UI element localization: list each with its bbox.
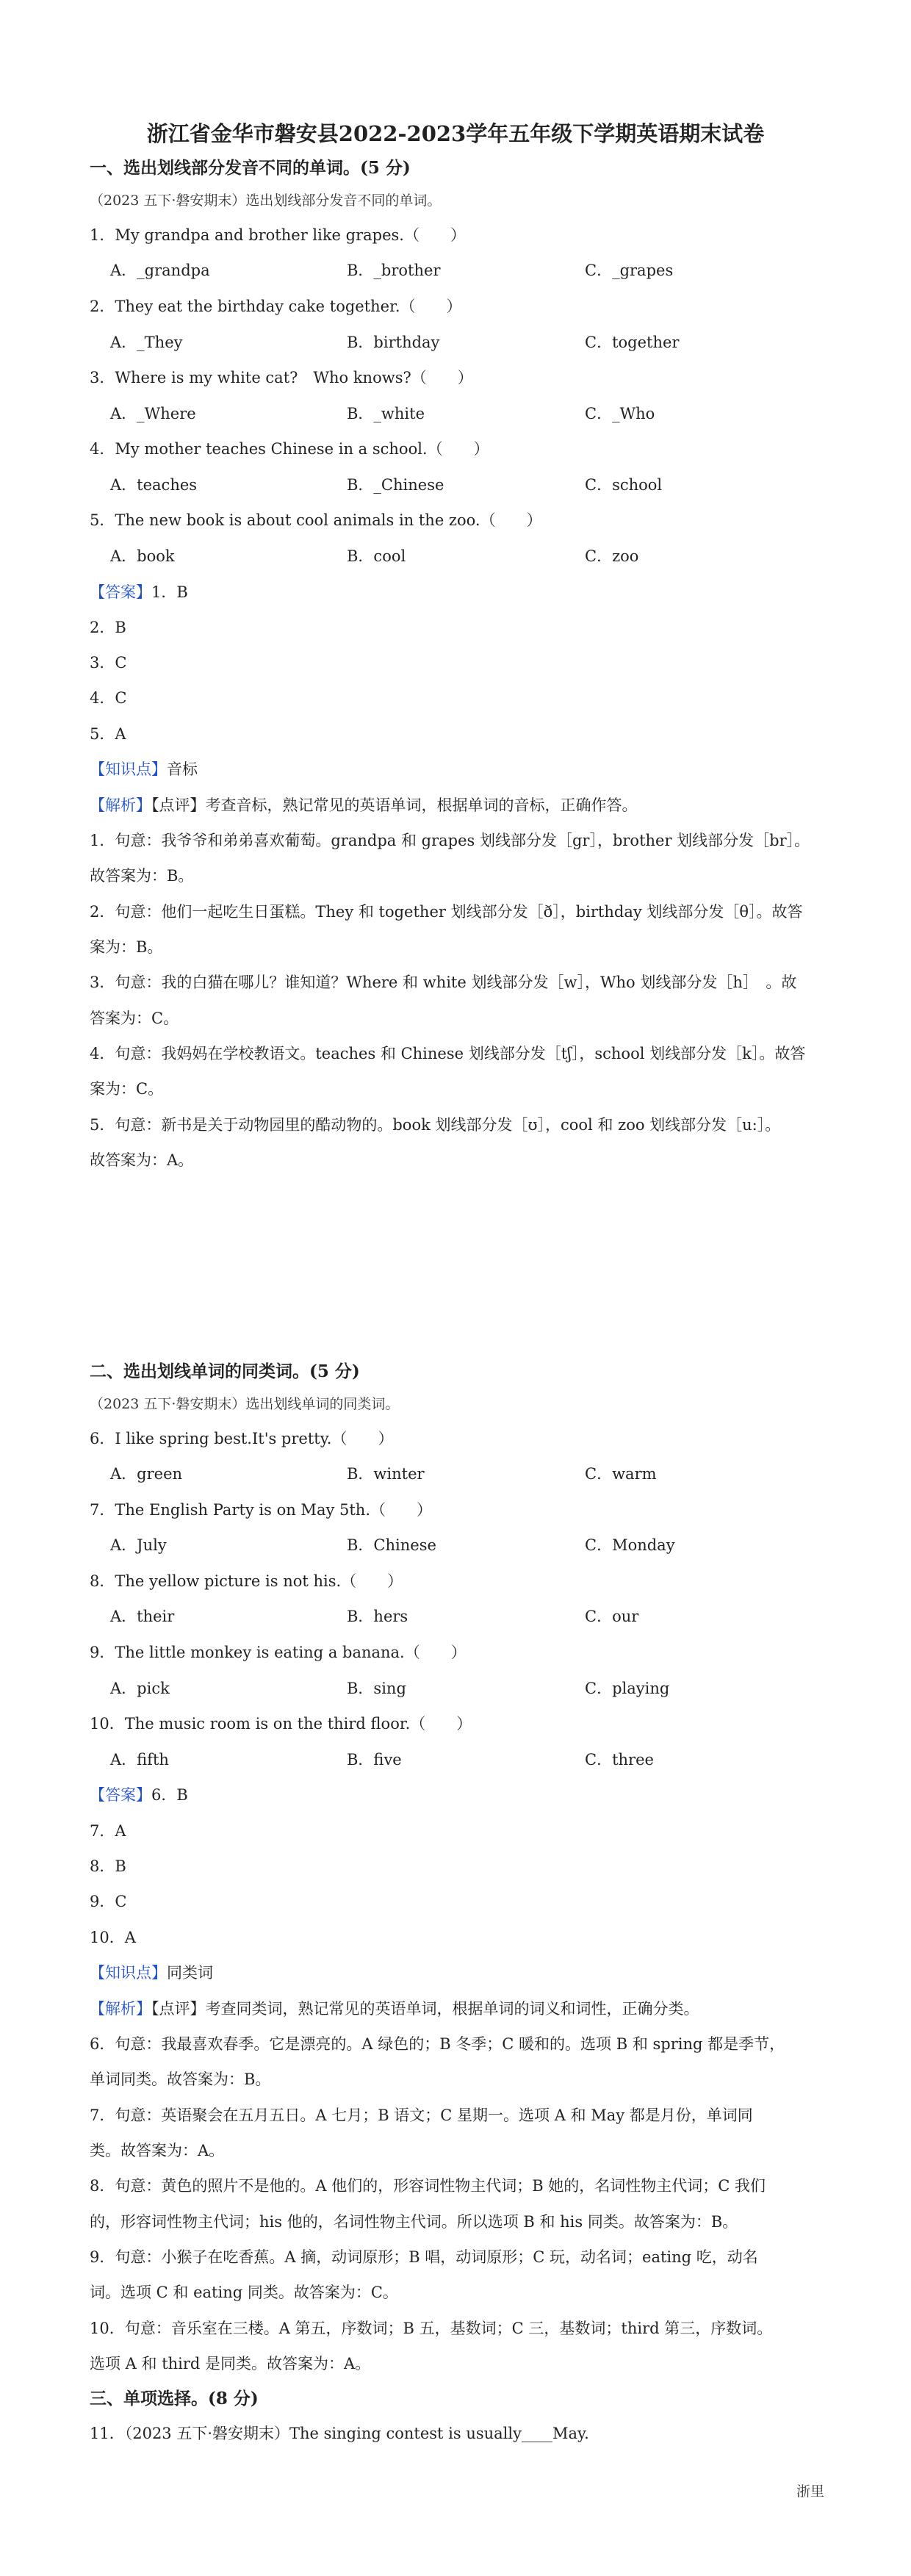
analysis-text: 8．句意：黄色的照片不是他的。A 他们的，形容词性物主代词；B 她的，名词性物主代词；C 我们 [90,2177,766,2195]
option-b: B．_Chinese [347,476,444,494]
page-title: 浙江省金华市磐安县2022-2023学年五年级下学期英语期末试卷 [146,121,765,146]
answer-value: 1．B [151,583,188,601]
option-c: C．playing [585,1680,670,1697]
option-b: B．_brother [347,262,441,279]
option-a: A．July [110,1536,167,1554]
question-8: 8．The yellow picture is not his.（ ） [90,1572,403,1590]
option-a: A．teaches [110,476,198,494]
analysis-text: 选项 A 和 third 是同类。故答案为：A。 [90,2355,371,2372]
knowledge-tag: 【知识点】 [90,1964,167,1982]
option-a: A．fifth [110,1751,169,1769]
analysis-text: 单词同类。故答案为：B。 [90,2070,271,2088]
analysis-text: 7．句意：英语聚会在五月五日。A 七月；B 语文；C 星期一。选项 A 和 May 都是月份，单词同 [90,2107,753,2124]
knowledge-value: 音标 [167,760,198,778]
answer-line [90,1784,845,1806]
analysis-text: 故答案为：A。 [90,1151,194,1169]
question-11: 11．（2023 五下·磐安期末）The singing contest is usually____May. [90,2425,589,2442]
question-4: 4．My mother teaches Chinese in a school.（ ） [90,440,489,458]
answer-tag: 【答案】 [90,1786,151,1804]
analysis-text: 故答案为：B。 [90,867,194,885]
answer-value: 4．C [90,689,127,707]
analysis-text: 的，形容词性物主代词；his 他的，名词性物主代词。所以选项 B 和 his 同类。故答案为：B。 [90,2213,738,2231]
analysis-text: 案为：C。 [90,1080,164,1098]
knowledge-tag: 【知识点】 [90,760,167,778]
question-1: 1．My grandpa and brother like grapes.（ ） [90,226,466,244]
analysis-head: 【点评】考查同类词，熟记常见的英语单词，根据单词的词义和词性，正确分类。 [151,2000,699,2018]
question-9: 9．The little monkey is eating a banana.（ ） [90,1644,467,1661]
option-b: B．five [347,1751,402,1769]
answer-value: 3．C [90,654,127,672]
option-b: B．sing [347,1680,406,1697]
question-7: 7．The English Party is on May 5th.（ ） [90,1501,432,1519]
option-c: C．Monday [585,1536,675,1554]
option-c: C．_Who [585,405,655,422]
option-c: C．three [585,1751,654,1769]
section-heading-1: 一、选出划线部分发音不同的单词。(5 分) [90,158,411,178]
option-b: B．birthday [347,334,440,351]
analysis-tag: 【解析】 [90,796,151,814]
section-heading-2: 二、选出划线单词的同类词。(5 分) [90,1361,360,1381]
analysis-text: 2．句意：他们一起吃生日蛋糕。They 和 together 划线部分发［ð］，birthday 划线部分发［θ］。故答 [90,903,803,921]
question-5: 5．The new book is about cool animals in the zoo.（ ） [90,511,542,529]
analysis-tag: 【解析】 [90,2000,151,2018]
analysis-text: 3．句意：我的白猫在哪儿？谁知道？Where 和 white 划线部分发［w］，Who 划线部分发［h］ 。故 [90,974,797,991]
answer-value: 9．C [90,1893,127,1910]
analysis-text: 4．句意：我妈妈在学校教语文。teaches 和 Chinese 划线部分发［tʃ］，school 划线部分发［k］。故答 [90,1045,806,1062]
analysis-head: 【点评】考查音标，熟记常见的英语单词，根据单词的音标，正确作答。 [151,796,638,814]
knowledge-value: 同类词 [167,1964,213,1982]
knowledge-line [90,1962,845,1984]
question-6: 6．I like spring best.It's pretty.（ ） [90,1430,394,1447]
option-b: B．Chinese [347,1536,436,1554]
analysis-text: 类。故答案为：A。 [90,2142,225,2159]
question-2: 2．They eat the birthday cake together.（ ） [90,298,462,315]
analysis-text: 9．句意：小猴子在吃香蕉。A 摘，动词原形；B 唱，动词原形；C 玩，动名词；eating 吃，动名 [90,2248,758,2266]
analysis-text: 10．句意：音乐室在三楼。A 第五，序数词；B 五，基数词；C 三，基数词；third 第三，序数词。 [90,2320,773,2337]
knowledge-line [90,758,845,780]
answer-value: 5．A [90,725,126,743]
answer-value: 6．B [151,1786,188,1804]
option-a: A．book [110,547,175,565]
section-source-2: （2023 五下·磐安期末）选出划线单词的同类词。 [90,1396,400,1412]
option-c: C．our [585,1608,639,1625]
option-c: C．school [585,476,663,494]
question-3: 3．Where is my white cat? Who knows?（ ） [90,369,473,386]
answer-value: 8．B [90,1857,126,1875]
analysis-line [90,794,845,816]
answer-value: 2．B [90,619,126,636]
analysis-line [90,1998,845,2020]
analysis-text: 案为：B。 [90,938,163,956]
analysis-text: 1．句意：我爷爷和弟弟喜欢葡萄。grandpa 和 grapes 划线部分发［gr］，brother 划线部分发［br］。 [90,832,810,849]
option-a: A．_grandpa [110,262,210,279]
analysis-text: 5．句意：新书是关于动物园里的酷动物的。book 划线部分发［ʊ］，cool 和 zoo 划线部分发［u:］。 [90,1116,781,1134]
option-a: A．pick [110,1680,170,1697]
analysis-text: 6．句意：我最喜欢春季。它是漂亮的。A 绿色的；B 冬季；C 暖和的。选项 B 和 spring 都是季节， [90,2035,785,2053]
option-a: A．_They [110,334,183,351]
page-footer: 浙里 [796,2483,824,2500]
answer-value: 7．A [90,1822,126,1840]
option-c: C．_grapes [585,262,674,279]
option-b: B．_white [347,405,425,422]
answer-line [90,581,845,603]
option-a: A．their [110,1608,175,1625]
option-b: B．winter [347,1465,425,1483]
section-source-1: （2023 五下·磐安期末）选出划线部分发音不同的单词。 [90,193,442,209]
analysis-text: 词。选项 C 和 eating 同类。故答案为：C。 [90,2284,398,2301]
question-10: 10．The music room is on the third floor.（ ） [90,1715,472,1733]
option-c: C．together [585,334,680,351]
section-heading-3: 三、单项选择。(8 分) [90,2389,259,2408]
option-c: C．zoo [585,547,639,565]
answer-value: 10．A [90,1929,136,1946]
option-b: B．cool [347,547,406,565]
analysis-text: 答案为：C。 [90,1010,179,1027]
option-b: B．hers [347,1608,408,1625]
option-c: C．warm [585,1465,657,1483]
option-a: A．green [110,1465,183,1483]
option-a: A．_Where [110,405,196,422]
answer-tag: 【答案】 [90,583,151,601]
